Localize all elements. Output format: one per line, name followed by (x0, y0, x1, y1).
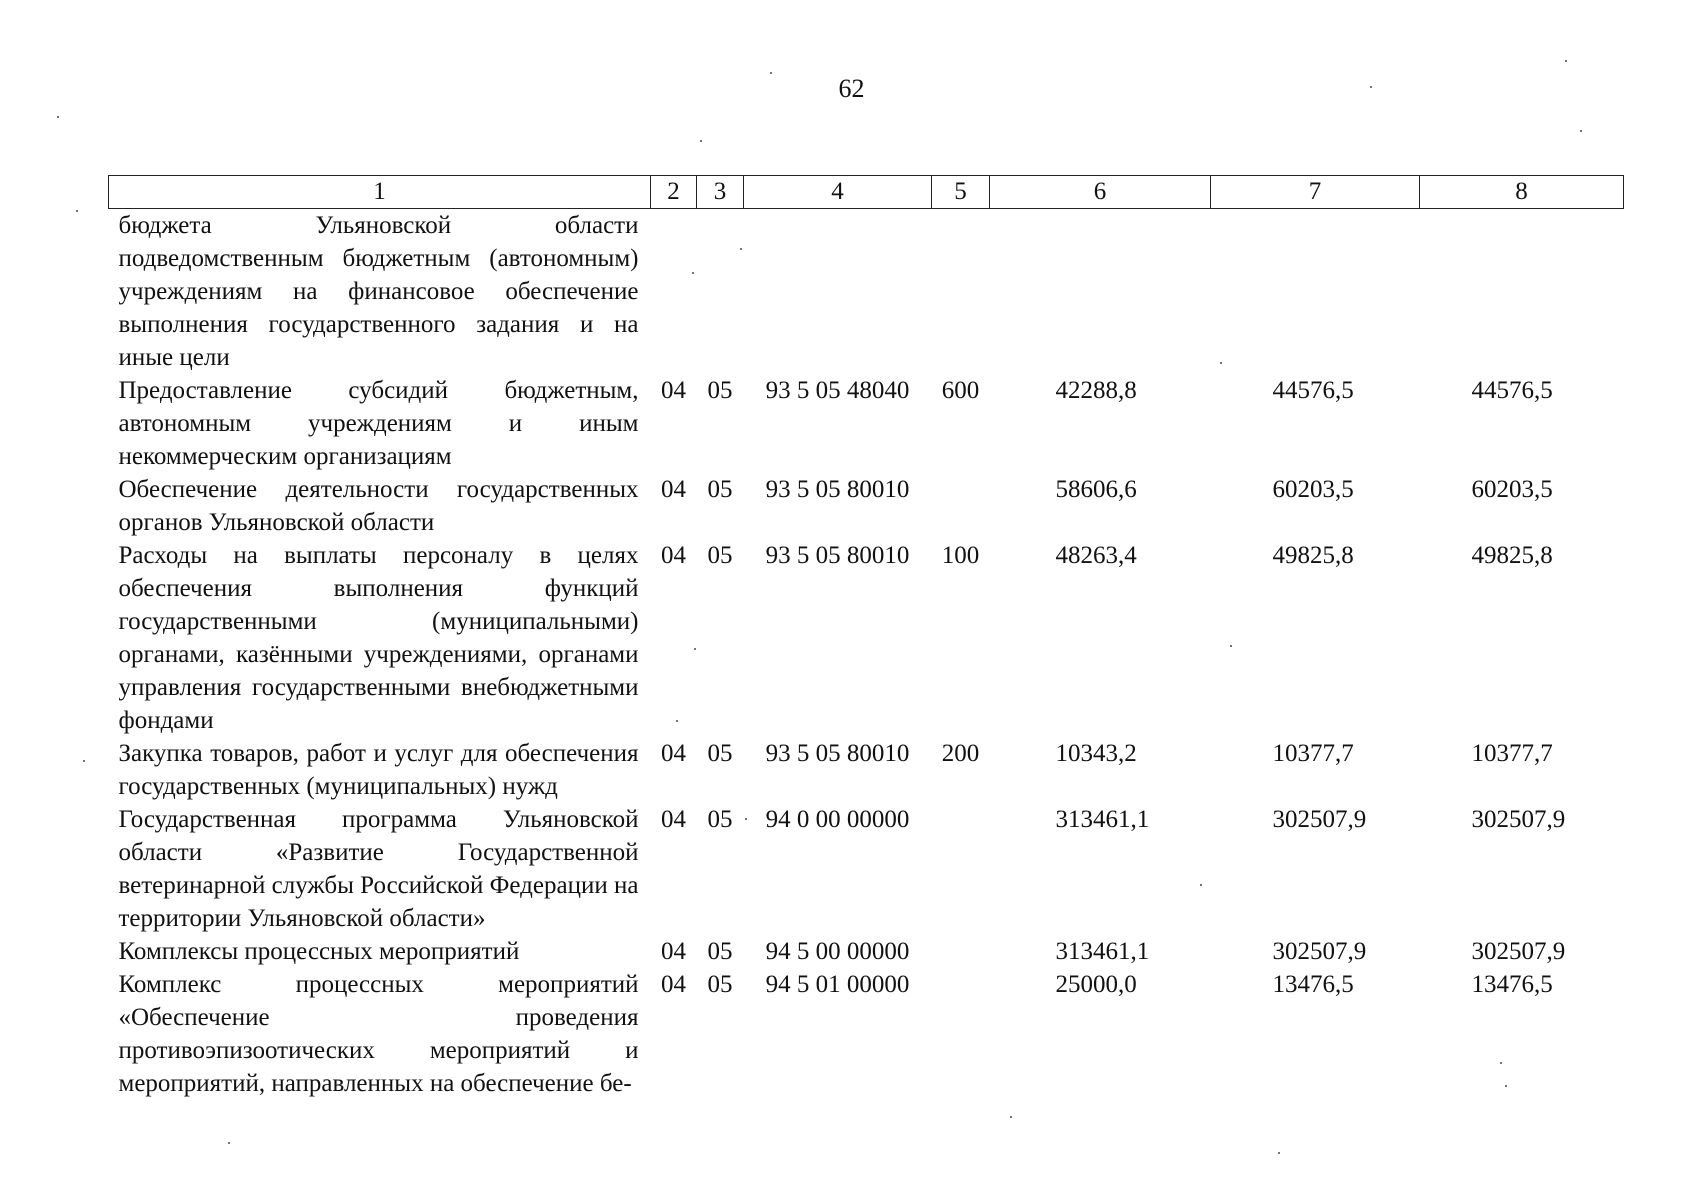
row-amount-col7: 10377,7 (1272, 740, 1354, 767)
row-target-code: 94 0 00 00000 (765, 806, 910, 833)
row-amount-col6: 48263,4 (1055, 542, 1137, 569)
row-description: бюджета Ульяновской области подведомственным бюджетным (автономным) учреждениям на финансовое обеспечение выполнения государственного задания и на иные цели (118, 212, 639, 371)
row-amount-col7: 302507,9 (1272, 938, 1367, 965)
row-expense-type: 200 (941, 740, 980, 767)
table-row (109, 803, 1624, 935)
header-col-6: 6 (990, 176, 1211, 209)
row-description: Предоставление субсидий бюджетным, автономным учреждениям и иным некоммерческим организациям (118, 377, 639, 470)
page-number: 62 (838, 74, 865, 103)
row-section: 04 (661, 740, 686, 767)
table-row (109, 473, 1624, 539)
scan-speck (1500, 1062, 1502, 1064)
table-row (109, 968, 1624, 1100)
row-amount-col6: 313461,1 (1055, 938, 1150, 965)
header-col-7: 7 (1211, 176, 1420, 209)
scan-speck (76, 210, 78, 212)
scan-speck (745, 818, 747, 820)
row-amount-col6: 58606,6 (1055, 476, 1137, 503)
row-section: 04 (661, 971, 686, 998)
scan-speck (1580, 130, 1582, 132)
scan-speck (700, 140, 702, 142)
scan-speck (1278, 1152, 1280, 1154)
scan-speck (770, 72, 772, 74)
scan-speck (1370, 86, 1372, 88)
row-amount-col6: 42288,8 (1055, 377, 1137, 404)
row-description: Государственная программа Ульяновской области «Развитие Государственной ветеринарной службы Российской Федерации на территории Ульяновской области» (118, 806, 639, 932)
row-amount-col8 (1420, 209, 1624, 375)
header-col-8: 8 (1420, 176, 1624, 209)
scan-speck (57, 116, 59, 118)
row-amount-col7 (1211, 209, 1420, 375)
row-amount-col8: 44576,5 (1471, 377, 1553, 404)
row-amount-col8: 49825,8 (1471, 542, 1553, 569)
row-amount-col8: 302507,9 (1471, 938, 1566, 965)
row-target-code: 93 5 05 80010 (765, 542, 910, 569)
scan-speck (83, 760, 85, 762)
row-target-code: 94 5 00 00000 (765, 938, 910, 965)
row-target-code: 94 5 01 00000 (765, 971, 910, 998)
row-expense-type (932, 209, 990, 375)
row-expense-type (932, 968, 990, 1100)
row-amount-col6 (990, 209, 1211, 375)
row-subsection: 05 (707, 476, 733, 503)
row-section (651, 209, 697, 375)
row-target-code: 93 5 05 80010 (765, 476, 910, 503)
row-amount-col8: 60203,5 (1471, 476, 1553, 503)
row-section: 04 (661, 476, 686, 503)
scan-speck (228, 1142, 230, 1144)
scan-speck (676, 720, 678, 722)
scan-speck (1200, 884, 1202, 886)
row-amount-col7: 302507,9 (1272, 806, 1367, 833)
table-header (109, 176, 1624, 209)
row-subsection (697, 209, 744, 375)
row-section: 04 (661, 806, 686, 833)
scan-speck (1505, 1085, 1507, 1087)
row-description: Расходы на выплаты персоналу в целях обеспечения выполнения функций государственными (муниципальными) органами, казёнными учреждениями, органами управления государственными внебюджетными фондами (118, 542, 639, 734)
header-col-2: 2 (651, 176, 697, 209)
scan-speck (1565, 60, 1567, 62)
row-subsection: 05 (707, 377, 733, 404)
table-row (109, 209, 1624, 375)
header-col-5: 5 (932, 176, 990, 209)
row-expense-type (932, 473, 990, 539)
scan-speck (694, 648, 696, 650)
row-amount-col6: 25000,0 (1055, 971, 1137, 998)
header-col-4: 4 (744, 176, 932, 209)
table-row (109, 539, 1624, 737)
row-amount-col7: 60203,5 (1272, 476, 1354, 503)
row-subsection: 05 (707, 740, 733, 767)
scan-speck (740, 248, 742, 250)
row-description: Закупка товаров, работ и услуг для обеспечения государственных (муниципальных) нужд (118, 740, 639, 800)
row-expense-type: 100 (941, 542, 980, 569)
row-expense-type: 600 (941, 377, 980, 404)
row-section: 04 (661, 542, 686, 569)
row-section: 04 (661, 377, 686, 404)
row-description: Обеспечение деятельности государственных органов Ульяновской области (118, 476, 639, 536)
table-row (109, 374, 1624, 473)
header-col-1: 1 (109, 176, 651, 209)
row-expense-type (932, 935, 990, 968)
row-description: Комплекс процессных мероприятий «Обеспечение проведения противоэпизоотических мероприятий и мероприятий, направленных на обеспечение бе- (118, 971, 639, 1097)
row-amount-col8: 13476,5 (1471, 971, 1553, 998)
row-amount-col8: 302507,9 (1471, 806, 1566, 833)
row-amount-col6: 10343,2 (1055, 740, 1137, 767)
row-subsection: 05 (707, 806, 733, 833)
row-subsection: 05 (707, 971, 733, 998)
row-amount-col8: 10377,7 (1471, 740, 1553, 767)
row-amount-col7: 13476,5 (1272, 971, 1354, 998)
row-expense-type (932, 803, 990, 935)
header-row (109, 176, 1624, 209)
table-body (109, 209, 1624, 1101)
header-col-3: 3 (697, 176, 744, 209)
row-description: Комплексы процессных мероприятий (118, 938, 520, 965)
table-row (109, 935, 1624, 968)
row-target-code: 93 5 05 80010 (765, 740, 910, 767)
row-amount-col6: 313461,1 (1055, 806, 1150, 833)
row-amount-col7: 49825,8 (1272, 542, 1354, 569)
scan-speck (1220, 362, 1222, 364)
budget-table (108, 175, 1624, 1100)
scan-speck (692, 272, 694, 274)
table-row (109, 737, 1624, 803)
row-amount-col7: 44576,5 (1272, 377, 1354, 404)
row-target-code (744, 209, 932, 375)
row-section: 04 (661, 938, 686, 965)
row-subsection: 05 (707, 542, 733, 569)
scan-speck (1010, 1116, 1012, 1118)
scan-speck (1230, 645, 1232, 647)
row-target-code: 93 5 05 48040 (765, 377, 910, 404)
row-subsection: 05 (707, 938, 733, 965)
